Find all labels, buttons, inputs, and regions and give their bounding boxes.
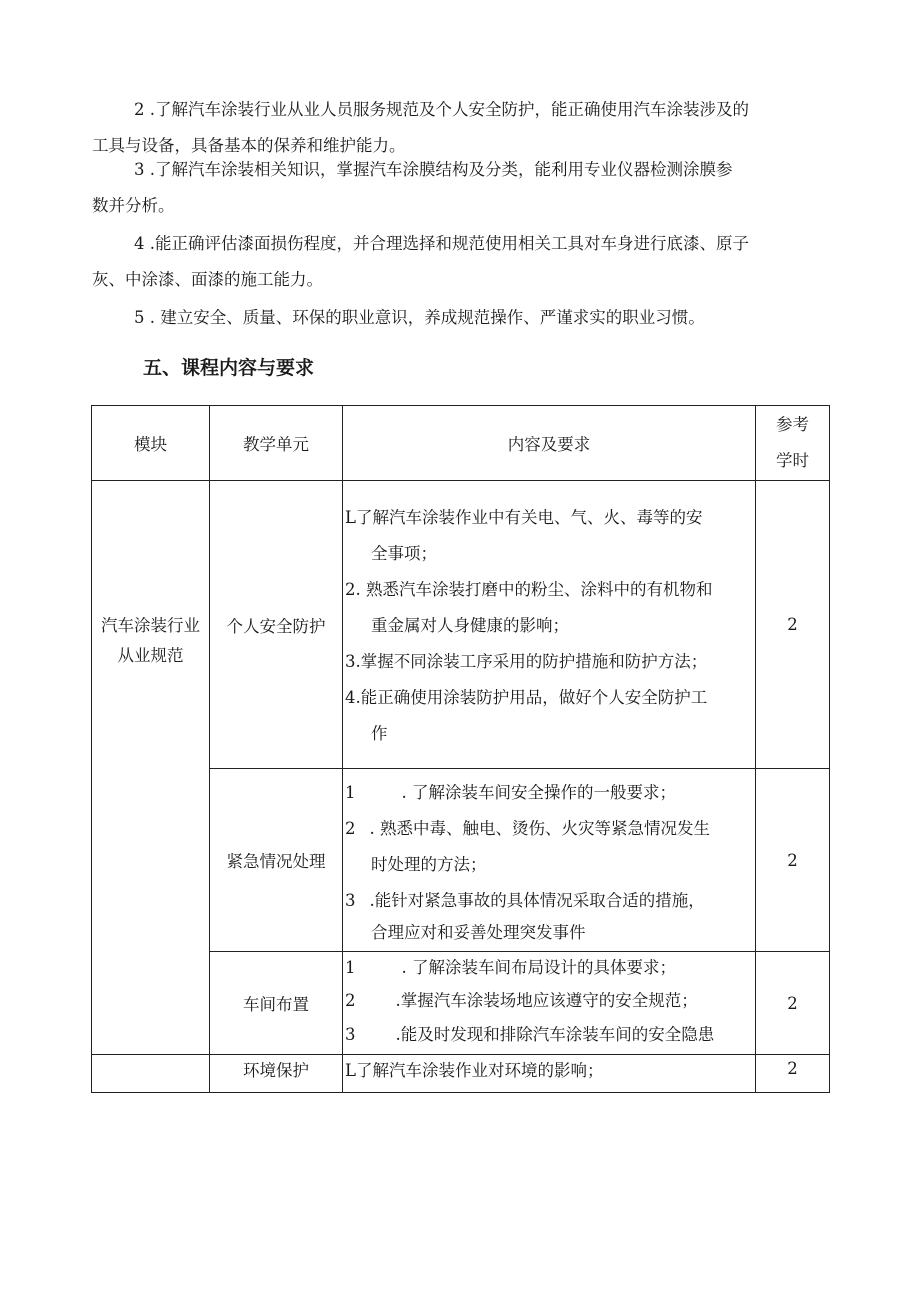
list-item xyxy=(345,500,749,572)
list-item xyxy=(345,952,749,984)
header-hours-line1: 参考 xyxy=(776,415,809,434)
item-continuation: 作 xyxy=(371,723,388,743)
content-cell xyxy=(343,769,756,952)
item-number: 1 xyxy=(345,958,356,977)
header-unit: 教学单元 xyxy=(210,406,343,481)
objective-4-line1: 4 .能正确评估漆面损伤程度，并合理选择和规范使用相关工具对车身进行底漆、原子 xyxy=(134,234,749,253)
objective-4-line2: 灰、中涂漆、面漆的施工能力。 xyxy=(92,270,323,289)
hours-cell: 2 xyxy=(756,1055,830,1093)
list-item xyxy=(345,1018,749,1052)
unit-cell: 个人安全防护 xyxy=(210,481,343,769)
objective-3 xyxy=(92,152,832,224)
item-text: .能及时发现和排除汽车涂装车间的安全隐患 xyxy=(395,1025,715,1044)
item-text: L了解汽车涂装作业中有关电、气、火、毒等的安 xyxy=(345,507,703,527)
list-item xyxy=(345,1055,749,1087)
unit-cell: 紧急情况处理 xyxy=(210,769,343,952)
item-number: 3 xyxy=(345,891,356,910)
item-continuation: 合理应对和妥善处理突发事件 xyxy=(371,923,586,942)
item-continuation: 全事项； xyxy=(371,543,437,563)
item-continuation: 时处理的方法； xyxy=(371,855,487,874)
list-item xyxy=(345,775,749,811)
item-text: . 了解涂装车间安全操作的一般要求； xyxy=(401,783,676,802)
table-row xyxy=(92,481,830,769)
content-cell xyxy=(343,481,756,769)
module-name-line2: 从业规范 xyxy=(117,646,184,665)
hours-cell: 2 xyxy=(756,769,830,952)
objective-3-line2: 数并分析。 xyxy=(92,196,175,215)
objective-5-line1: 5 . 建立安全、质量、环保的职业意识，养成规范操作、严谨求实的职业习惯。 xyxy=(134,308,705,327)
hours-cell: 2 xyxy=(756,481,830,769)
table-header-row xyxy=(92,406,830,481)
list-item xyxy=(345,883,749,947)
objective-5 xyxy=(92,300,832,336)
header-module: 模块 xyxy=(92,406,210,481)
list-item xyxy=(345,572,749,644)
list-item xyxy=(345,984,749,1018)
section-title: 五、课程内容与要求 xyxy=(143,357,315,379)
item-text: .能针对紧急事故的具体情况采取合适的措施， xyxy=(369,891,705,910)
course-content-table xyxy=(91,405,830,1093)
hours-cell: 2 xyxy=(756,952,830,1055)
header-hours xyxy=(756,406,830,481)
unit-cell: 环境保护 xyxy=(210,1055,343,1093)
module-cell xyxy=(92,481,210,1055)
header-content: 内容及要求 xyxy=(343,406,756,481)
item-text: 2. 熟悉汽车涂装打磨中的粉尘、涂料中的有机物和 xyxy=(345,579,713,599)
list-item xyxy=(345,811,749,883)
item-number: 3 xyxy=(345,1025,356,1044)
header-hours-line2: 学时 xyxy=(776,451,809,470)
item-text: . 熟悉中毒、触电、烫伤、火灾等紧急情况发生 xyxy=(369,819,710,838)
item-continuation: 重金属对人身健康的影响； xyxy=(371,615,569,635)
table-row xyxy=(92,1055,830,1093)
item-text: . 了解涂装车间布局设计的具体要求； xyxy=(401,958,676,977)
module-cell-empty xyxy=(92,1055,210,1093)
list-item xyxy=(345,680,749,752)
module-name-line1: 汽车涂装行业 xyxy=(101,616,200,635)
item-number: 2 xyxy=(345,819,356,838)
objective-3-line1: 3 .了解汽车涂装相关知识，掌握汽车涂膜结构及分类，能利用专业仪器检测涂膜参 xyxy=(134,160,733,179)
content-cell xyxy=(343,1055,756,1093)
item-text: 3.掌握不同涂装工序采用的防护措施和防护方法； xyxy=(345,651,708,671)
objective-2-line2: 工具与设备，具备基本的保养和维护能力。 xyxy=(92,136,406,155)
objective-4 xyxy=(92,226,832,298)
list-item xyxy=(345,644,749,680)
item-text: .掌握汽车涂装场地应该遵守的安全规范； xyxy=(395,991,698,1010)
item-number: 1 xyxy=(345,783,356,802)
objective-2-line1: 2 .了解汽车涂装行业从业人员服务规范及个人安全防护，能正确使用汽车涂装涉及的 xyxy=(134,100,749,119)
unit-cell: 车间布置 xyxy=(210,952,343,1055)
content-cell xyxy=(343,952,756,1055)
item-text: 4.能正确使用涂装防护用品，做好个人安全防护工 xyxy=(345,687,708,707)
item-number: 2 xyxy=(345,991,356,1010)
item-text: L了解汽车涂装作业对环境的影响； xyxy=(345,1061,604,1080)
